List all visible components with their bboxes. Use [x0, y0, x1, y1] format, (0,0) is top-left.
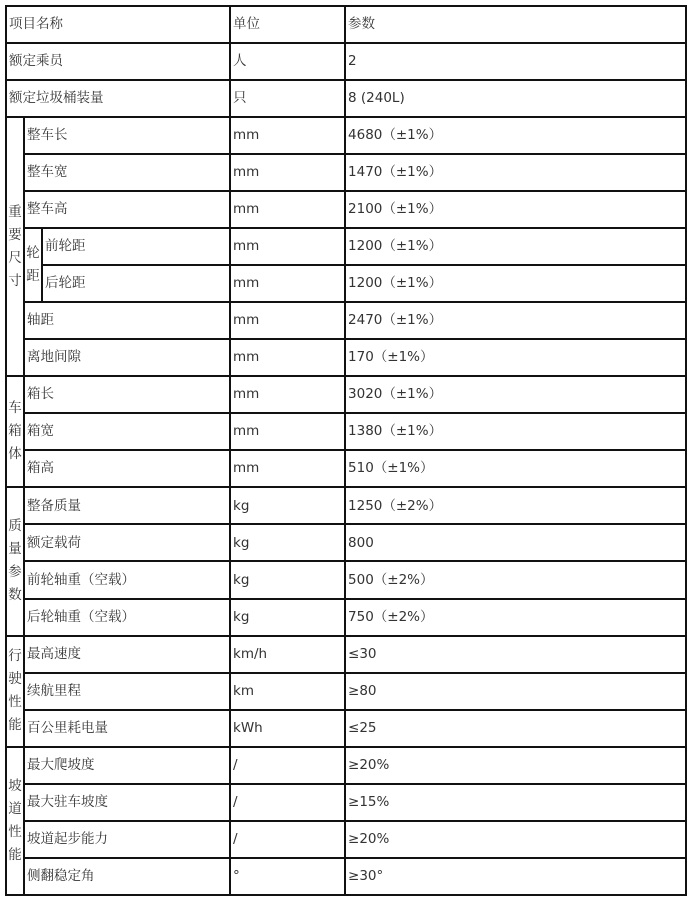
param-value: 750（±2%） — [345, 599, 686, 636]
table-row — [6, 524, 686, 561]
param-unit: kWh — [230, 710, 345, 747]
param-unit: mm — [230, 450, 345, 487]
table-row — [6, 376, 686, 413]
param-unit: mm — [230, 376, 345, 413]
param-name: 额定垃圾桶装量 — [6, 80, 230, 117]
param-value: ≥80 — [345, 673, 686, 710]
table-row — [6, 599, 686, 636]
table-row — [6, 710, 686, 747]
table-row — [6, 302, 686, 339]
param-value: ≤25 — [345, 710, 686, 747]
param-unit: mm — [230, 265, 345, 302]
param-value: 1200（±1%） — [345, 265, 686, 302]
param-unit: km — [230, 673, 345, 710]
group-label-dimensions: 重要尺寸 — [6, 117, 24, 376]
table-row — [6, 154, 686, 191]
param-name: 最高速度 — [24, 636, 230, 673]
param-unit: mm — [230, 191, 345, 228]
param-value: 1380（±1%） — [345, 413, 686, 450]
param-name: 后轮距 — [42, 265, 230, 302]
param-value: 500（±2%） — [345, 561, 686, 598]
param-name: 后轮轴重（空载） — [24, 599, 230, 636]
param-unit: mm — [230, 228, 345, 265]
param-name: 整车高 — [24, 191, 230, 228]
param-name: 续航里程 — [24, 673, 230, 710]
table-row — [6, 80, 686, 117]
header-name: 项目名称 — [6, 6, 230, 43]
table-row — [6, 858, 686, 895]
table-row — [6, 191, 686, 228]
param-unit: / — [230, 821, 345, 858]
table-row — [6, 821, 686, 858]
param-value: 2470（±1%） — [345, 302, 686, 339]
param-name: 前轮轴重（空载） — [24, 561, 230, 598]
subgroup-label-track: 轮距 — [24, 228, 42, 302]
group-label-slope: 坡道性能 — [6, 747, 24, 895]
param-value: ≥15% — [345, 784, 686, 821]
param-name: 最大爬坡度 — [24, 747, 230, 784]
param-name: 额定载荷 — [24, 524, 230, 561]
table-row — [6, 43, 686, 80]
param-name: 箱高 — [24, 450, 230, 487]
table-row — [6, 228, 686, 265]
param-unit: 人 — [230, 43, 345, 80]
param-value: ≤30 — [345, 636, 686, 673]
param-name: 额定乘员 — [6, 43, 230, 80]
param-unit: / — [230, 784, 345, 821]
param-value: 1200（±1%） — [345, 228, 686, 265]
param-unit: kg — [230, 487, 345, 524]
param-unit: 只 — [230, 80, 345, 117]
param-unit: mm — [230, 154, 345, 191]
param-unit: mm — [230, 117, 345, 154]
param-name: 侧翻稳定角 — [24, 858, 230, 895]
table-row — [6, 413, 686, 450]
group-label-mass: 质量参数 — [6, 487, 24, 635]
param-value: 4680（±1%） — [345, 117, 686, 154]
table-row — [6, 673, 686, 710]
param-unit: mm — [230, 413, 345, 450]
header-value: 参数 — [345, 6, 686, 43]
table-row — [6, 747, 686, 784]
param-value: 2100（±1%） — [345, 191, 686, 228]
param-name: 轴距 — [24, 302, 230, 339]
param-value: 1470（±1%） — [345, 154, 686, 191]
param-value: 800 — [345, 524, 686, 561]
table-row — [6, 450, 686, 487]
table-row — [6, 117, 686, 154]
param-unit: mm — [230, 302, 345, 339]
table-row — [6, 265, 686, 302]
table-row — [6, 487, 686, 524]
param-value: 2 — [345, 43, 686, 80]
param-unit: kg — [230, 524, 345, 561]
param-name: 离地间隙 — [24, 339, 230, 376]
param-value: ≥20% — [345, 821, 686, 858]
param-name: 整车宽 — [24, 154, 230, 191]
param-name: 整备质量 — [24, 487, 230, 524]
table-row — [6, 636, 686, 673]
table-row — [6, 784, 686, 821]
param-value: ≥30° — [345, 858, 686, 895]
param-name: 前轮距 — [42, 228, 230, 265]
param-unit: / — [230, 747, 345, 784]
param-name: 箱长 — [24, 376, 230, 413]
group-label-body: 车箱体 — [6, 376, 24, 487]
param-unit: mm — [230, 339, 345, 376]
spec-table — [5, 5, 687, 896]
header-row — [6, 6, 686, 43]
param-name: 最大驻车坡度 — [24, 784, 230, 821]
header-unit: 单位 — [230, 6, 345, 43]
param-unit: km/h — [230, 636, 345, 673]
param-name: 百公里耗电量 — [24, 710, 230, 747]
param-name: 箱宽 — [24, 413, 230, 450]
param-value: 3020（±1%） — [345, 376, 686, 413]
param-value: 1250（±2%） — [345, 487, 686, 524]
table-row — [6, 339, 686, 376]
param-unit: kg — [230, 561, 345, 598]
param-unit: ° — [230, 858, 345, 895]
table-row — [6, 561, 686, 598]
param-value: ≥20% — [345, 747, 686, 784]
param-value: 510（±1%） — [345, 450, 686, 487]
param-name: 整车长 — [24, 117, 230, 154]
group-label-driving: 行驶性能 — [6, 636, 24, 747]
param-value: 8 (240L) — [345, 80, 686, 117]
param-name: 坡道起步能力 — [24, 821, 230, 858]
param-value: 170（±1%） — [345, 339, 686, 376]
param-unit: kg — [230, 599, 345, 636]
